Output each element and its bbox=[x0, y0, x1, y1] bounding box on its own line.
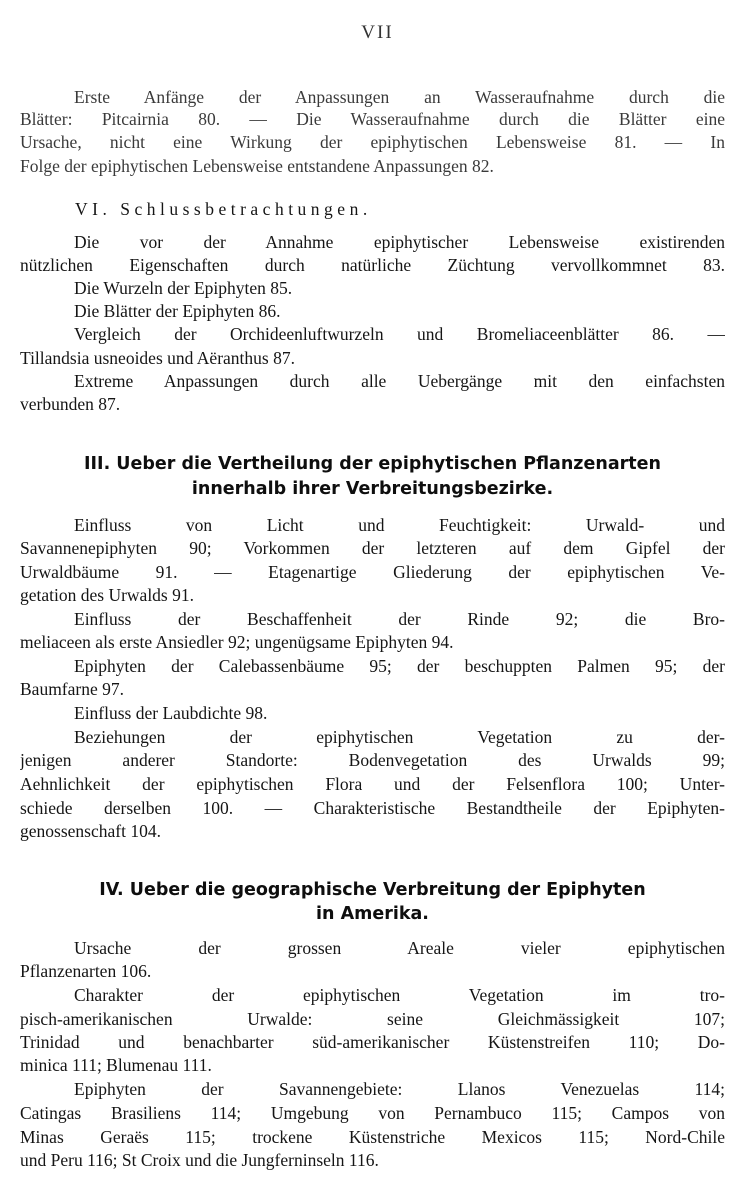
section-heading: innerhalb ihrer Verbreitungsbezirke. bbox=[191, 479, 554, 499]
text-line: schiede derselben 100. — Charakteristische Bestandtheile der Epiphyten- bbox=[20, 798, 725, 818]
text-line: Minas Geraës 115; trockene Küstenstriche Mexicos 115; Nord-Chile bbox=[20, 1127, 725, 1147]
text-line: jenigen anderer Standorte: Bodenvegetation des Urwalds 99; bbox=[20, 750, 725, 770]
text-line: Aehnlichkeit der epiphytischen Flora und der Felsenflora 100; Unter- bbox=[20, 774, 725, 794]
section-heading: IV. Ueber die geographische Verbreitung der Epiphyten bbox=[99, 880, 646, 900]
text-line: Einfluss von Licht und Feuchtigkeit: Urwald- und bbox=[74, 515, 725, 535]
text-line: Ursache, nicht eine Wirkung der epiphytischen Lebensweise 81. — In bbox=[20, 132, 725, 152]
text-line: Catingas Brasiliens 114; Umgebung von Pernambuco 115; Campos von bbox=[20, 1103, 725, 1123]
text-line: Savannenepiphyten 90; Vorkommen der letzteren auf dem Gipfel der bbox=[20, 538, 725, 558]
text-line: Die vor der Annahme epiphytischer Lebensweise existirenden bbox=[74, 232, 725, 252]
text-line: Trinidad und benachbarter süd-amerikanischer Küstenstreifen 110; Do- bbox=[20, 1032, 725, 1052]
text-line: Epiphyten der Calebassenbäume 95; der beschuppten Palmen 95; der bbox=[74, 656, 725, 676]
text-line: nützlichen Eigenschaften durch natürliche Züchtung vervollkommnet 83. bbox=[20, 255, 725, 275]
text-line: Urwaldbäume 91. — Etagenartige Gliederung der epiphytischen Ve- bbox=[20, 562, 725, 582]
page-number: VII bbox=[361, 22, 394, 43]
text-line: und Peru 116; St Croix und die Jungferninseln 116. bbox=[20, 1150, 379, 1170]
text-line: Baumfarne 97. bbox=[20, 679, 124, 699]
text-line: Beziehungen der epiphytischen Vegetation zu der- bbox=[74, 727, 725, 747]
text-line: Charakter der epiphytischen Vegetation im tro- bbox=[74, 985, 725, 1005]
text-line: Tillandsia usneoides und Aëranthus 87. bbox=[20, 348, 295, 368]
text-line: verbunden 87. bbox=[20, 394, 121, 414]
text-line: Epiphyten der Savannengebiete: Llanos Venezuelas 114; bbox=[74, 1079, 725, 1099]
text-line: Einfluss der Beschaffenheit der Rinde 92; die Bro- bbox=[74, 609, 725, 629]
section-heading: III. Ueber die Vertheilung der epiphytischen Pflanzenarten bbox=[84, 454, 661, 474]
text-line: Extreme Anpassungen durch alle Uebergänge mit den einfachsten bbox=[74, 371, 725, 391]
text-line: Die Blätter der Epiphyten 86. bbox=[74, 301, 281, 321]
section-heading: in Amerika. bbox=[316, 904, 429, 924]
text-line: Blätter: Pitcairnia 80. — Die Wasseraufnahme durch die Blätter eine bbox=[20, 109, 725, 129]
text-line: Ursache der grossen Areale vieler epiphytischen bbox=[74, 938, 725, 958]
text-line: Folge der epiphytischen Lebensweise entstandene Anpassungen 82. bbox=[20, 156, 494, 176]
text-line: minica 111; Blumenau 111. bbox=[20, 1055, 212, 1075]
text-line: getation des Urwalds 91. bbox=[20, 585, 194, 605]
text-line: genossenschaft 104. bbox=[20, 821, 161, 841]
text-line: Pflanzenarten 106. bbox=[20, 961, 152, 981]
text-line: Vergleich der Orchideenluftwurzeln und Bromeliaceenblätter 86. — bbox=[74, 324, 725, 344]
text-line: meliaceen als erste Ansiedler 92; ungenügsame Epiphyten 94. bbox=[20, 632, 454, 652]
text-line: pisch-amerikanischen Urwalde: seine Gleichmässigkeit 107; bbox=[20, 1009, 725, 1029]
text-line: VI. Schlussbetrachtungen. bbox=[75, 199, 372, 219]
text-line: Einfluss der Laubdichte 98. bbox=[74, 703, 268, 723]
text-line: Die Wurzeln der Epiphyten 85. bbox=[74, 278, 293, 298]
text-line: Erste Anfänge der Anpassungen an Wasseraufnahme durch die bbox=[74, 87, 725, 107]
